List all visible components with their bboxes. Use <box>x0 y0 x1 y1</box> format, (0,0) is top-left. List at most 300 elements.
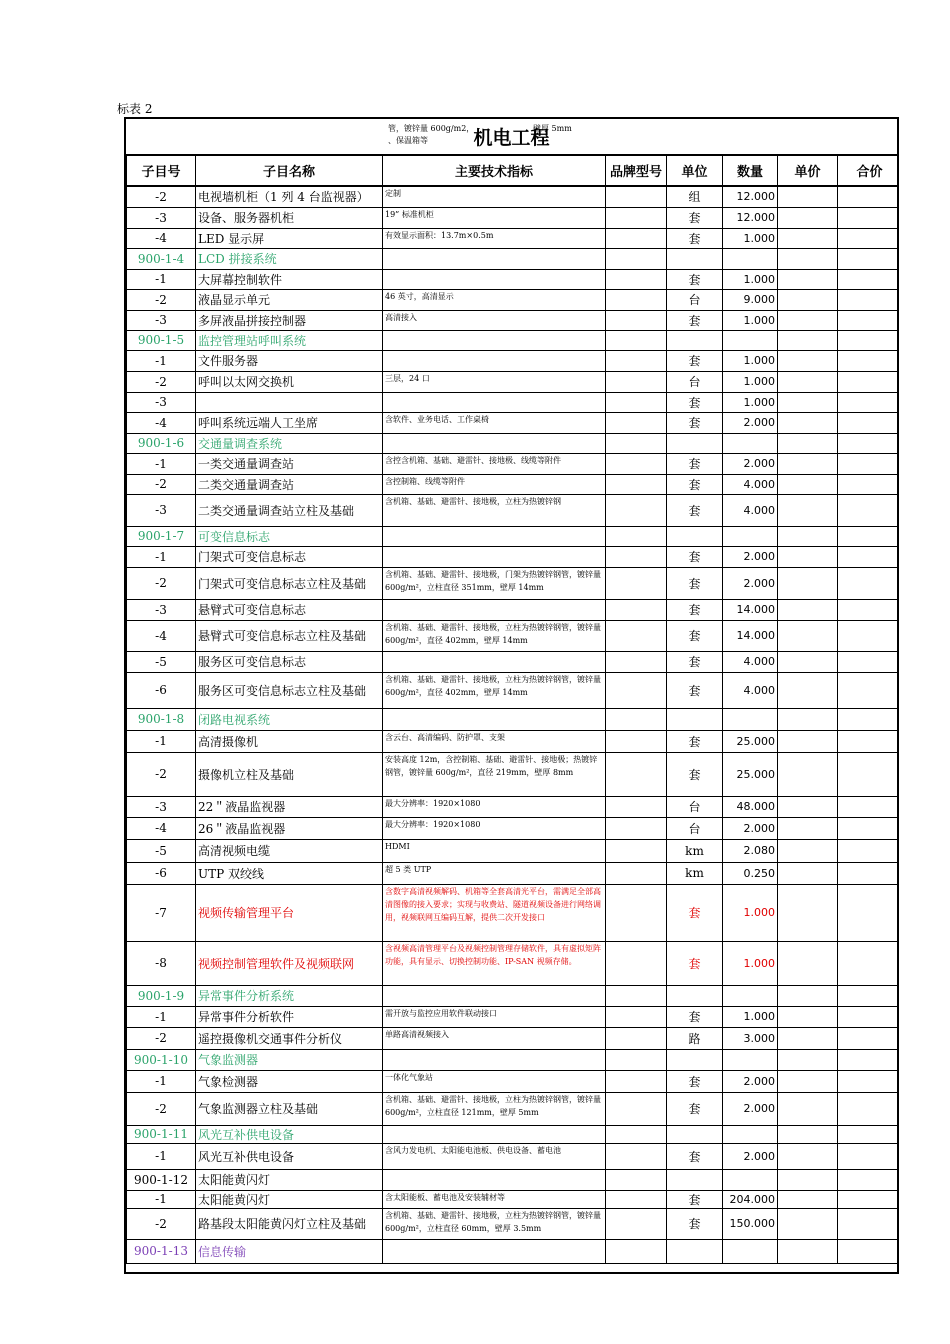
table-row <box>127 474 900 494</box>
cell-name: 路基段太阳能黄闪灯立柱及基础 <box>196 1208 383 1239</box>
cell-unit <box>667 330 723 350</box>
cell-price <box>778 186 838 207</box>
table-row <box>127 941 900 985</box>
cell-name: 太阳能黄闪灯 <box>196 1169 383 1190</box>
cell-total <box>838 1143 900 1169</box>
cell-qty: 0.250 <box>723 862 778 884</box>
cell-unit: 套 <box>667 1092 723 1125</box>
cell-unit: 套 <box>667 651 723 672</box>
cell-spec: 含机箱、基础、避雷针、接地极，立柱为热镀锌钢管，镀锌量 600g/m²，直径 402mm，壁厚 14mm <box>383 672 606 708</box>
bill-table <box>126 155 899 1264</box>
cell-code: -1 <box>127 1070 196 1092</box>
cell-qty: 2.080 <box>723 839 778 862</box>
cell-price <box>778 330 838 350</box>
cell-spec: 三层，24 口 <box>383 371 606 392</box>
table-row <box>127 371 900 392</box>
cell-total <box>838 1169 900 1190</box>
cell-price <box>778 526 838 546</box>
cell-total <box>838 796 900 817</box>
cell-total <box>838 269 900 289</box>
cell-brand <box>606 672 667 708</box>
cell-brand <box>606 371 667 392</box>
cell-code: -2 <box>127 474 196 494</box>
cell-code: -3 <box>127 599 196 620</box>
cell-price <box>778 1208 838 1239</box>
cell-price <box>778 708 838 730</box>
section-row <box>127 433 900 453</box>
cell-total <box>838 546 900 567</box>
cell-brand <box>606 207 667 228</box>
cell-total <box>838 620 900 651</box>
cell-code: -2 <box>127 567 196 599</box>
cell-qty: 25.000 <box>723 730 778 752</box>
table-row <box>127 796 900 817</box>
cell-qty: 2.000 <box>723 567 778 599</box>
cell-brand <box>606 546 667 567</box>
cell-qty: 1.000 <box>723 350 778 371</box>
cell-name: 遥控摄像机交通事件分析仪 <box>196 1027 383 1049</box>
cell-qty: 14.000 <box>723 620 778 651</box>
cell-code: 900-1-7 <box>127 526 196 546</box>
cell-qty: 9.000 <box>723 289 778 310</box>
cell-name: LCD 拼接系统 <box>196 248 383 269</box>
cell-spec: 含数字高清视频解码、机箱等全套高清光平台，需满足全部高清图像的接入要求；实现与收费站、隧道视频设备进行网络调用，视频联网互编码互解，提供二次开发接口 <box>383 884 606 941</box>
cell-spec: 单路高清视频接入 <box>383 1027 606 1049</box>
cell-brand <box>606 1208 667 1239</box>
cell-unit: km <box>667 839 723 862</box>
table-row <box>127 1070 900 1092</box>
cell-qty <box>723 1125 778 1143</box>
cell-qty <box>723 433 778 453</box>
cell-code: -5 <box>127 651 196 672</box>
cell-total <box>838 730 900 752</box>
cell-total <box>838 599 900 620</box>
cell-brand <box>606 1239 667 1263</box>
cell-qty <box>723 248 778 269</box>
cell-brand <box>606 599 667 620</box>
cell-spec: 含云台、高清编码、防护罩、支架 <box>383 730 606 752</box>
table-body <box>127 186 900 1263</box>
cell-brand <box>606 474 667 494</box>
table-row <box>127 392 900 412</box>
cell-total <box>838 839 900 862</box>
cell-spec: 一体化气象站 <box>383 1070 606 1092</box>
header-brand: 品牌型号 <box>606 156 667 187</box>
table-row <box>127 651 900 672</box>
cell-spec <box>383 1049 606 1070</box>
cell-spec: 定制 <box>383 186 606 207</box>
cell-spec: 含机箱、基础、避雷针、接地极，立柱为热镀锌钢 <box>383 494 606 526</box>
cell-total <box>838 371 900 392</box>
cell-unit <box>667 985 723 1006</box>
cell-brand <box>606 567 667 599</box>
cell-unit: 套 <box>667 599 723 620</box>
cell-qty: 48.000 <box>723 796 778 817</box>
cell-brand <box>606 620 667 651</box>
cell-unit: 套 <box>667 474 723 494</box>
cell-unit: 套 <box>667 1208 723 1239</box>
header-unit: 单位 <box>667 156 723 187</box>
table-row <box>127 839 900 862</box>
cell-name: 交通量调查系统 <box>196 433 383 453</box>
section-row <box>127 1169 900 1190</box>
cell-code: -1 <box>127 453 196 474</box>
cell-code: 900-1-11 <box>127 1125 196 1143</box>
cell-name: 异常事件分析系统 <box>196 985 383 1006</box>
cell-qty: 12.000 <box>723 186 778 207</box>
cell-unit: 组 <box>667 186 723 207</box>
cell-price <box>778 651 838 672</box>
cell-qty: 150.000 <box>723 1208 778 1239</box>
cell-brand <box>606 392 667 412</box>
cell-spec <box>383 433 606 453</box>
cell-unit: 套 <box>667 494 723 526</box>
cell-name: 风光互补供电设备 <box>196 1125 383 1143</box>
cell-spec <box>383 248 606 269</box>
cell-code: -7 <box>127 884 196 941</box>
cell-unit <box>667 1169 723 1190</box>
cell-spec: 含机箱、基础、避雷针、接地极，立柱为热镀锌钢管，镀锌量 600g/m²，直径 402mm，壁厚 14mm <box>383 620 606 651</box>
cell-code: -1 <box>127 350 196 371</box>
cell-code: 900-1-6 <box>127 433 196 453</box>
cell-name: 门架式可变信息标志 <box>196 546 383 567</box>
cell-unit: 套 <box>667 884 723 941</box>
cell-code: -6 <box>127 672 196 708</box>
cell-code: -2 <box>127 752 196 796</box>
cell-spec: 高清接入 <box>383 310 606 330</box>
cell-price <box>778 289 838 310</box>
table-row <box>127 862 900 884</box>
section-row <box>127 1125 900 1143</box>
cell-name: 多屏液晶拼接控制器 <box>196 310 383 330</box>
cell-brand <box>606 941 667 985</box>
cell-brand <box>606 839 667 862</box>
cell-price <box>778 796 838 817</box>
table-row <box>127 1092 900 1125</box>
cell-name: 高清视频电缆 <box>196 839 383 862</box>
cell-price <box>778 817 838 839</box>
cell-spec: 含控制箱、线缆等附件 <box>383 474 606 494</box>
cell-total <box>838 1027 900 1049</box>
cell-spec: 含风力发电机、太阳能电池板、供电设备、蓄电池 <box>383 1143 606 1169</box>
cell-brand <box>606 651 667 672</box>
cell-qty <box>723 330 778 350</box>
cell-spec <box>383 985 606 1006</box>
cell-qty <box>723 526 778 546</box>
cell-price <box>778 546 838 567</box>
cell-name: 气象监测器 <box>196 1049 383 1070</box>
cell-code: -1 <box>127 1006 196 1027</box>
cell-total <box>838 392 900 412</box>
cell-total <box>838 1092 900 1125</box>
cell-qty: 4.000 <box>723 474 778 494</box>
cell-spec: 需开放与监控应用软件联动接口 <box>383 1006 606 1027</box>
section-row <box>127 330 900 350</box>
cell-code: -2 <box>127 1208 196 1239</box>
cell-qty <box>723 1239 778 1263</box>
cell-spec: HDMI <box>383 839 606 862</box>
cell-spec: 含机箱、基础、避雷针、接地极，门架为热镀锌钢管，镀锌量 600g/m²，立柱直径 351mm，壁厚 14mm <box>383 567 606 599</box>
cell-code: -1 <box>127 1190 196 1208</box>
cell-brand <box>606 412 667 433</box>
cell-unit: 台 <box>667 289 723 310</box>
cell-price <box>778 474 838 494</box>
cell-unit <box>667 1125 723 1143</box>
sheet-label: 标表 2 <box>117 102 153 116</box>
cell-unit: 套 <box>667 350 723 371</box>
cell-spec <box>383 1169 606 1190</box>
table-row <box>127 567 900 599</box>
cell-qty <box>723 708 778 730</box>
cell-unit: 套 <box>667 567 723 599</box>
table-row <box>127 1006 900 1027</box>
cell-code: -1 <box>127 730 196 752</box>
cell-qty: 2.000 <box>723 1092 778 1125</box>
cell-spec <box>383 708 606 730</box>
cell-brand <box>606 884 667 941</box>
table-row <box>127 310 900 330</box>
cell-price <box>778 1006 838 1027</box>
cell-code: 900-1-4 <box>127 248 196 269</box>
cell-total <box>838 330 900 350</box>
cell-spec: 含机箱、基础、避雷针、接地极，立柱为热镀锌钢管，镀锌量 600g/m²，立柱直径 60mm，壁厚 3.5mm <box>383 1208 606 1239</box>
table-row <box>127 752 900 796</box>
cell-qty: 2.000 <box>723 817 778 839</box>
cell-spec: 19” 标准机柜 <box>383 207 606 228</box>
cell-brand <box>606 289 667 310</box>
cell-code: 900-1-10 <box>127 1049 196 1070</box>
cell-spec: 安装高度 12m，含控制箱、基础、避雷针、接地极；热镀锌钢管，镀锌量 600g/m²，直径 219mm，壁厚 8mm <box>383 752 606 796</box>
cell-code: -2 <box>127 1027 196 1049</box>
cell-name: 液晶显示单元 <box>196 289 383 310</box>
cell-brand <box>606 817 667 839</box>
cell-unit: 套 <box>667 752 723 796</box>
cell-spec: 含软件、业务电话、工作桌椅 <box>383 412 606 433</box>
title-band <box>126 119 897 155</box>
cell-price <box>778 1070 838 1092</box>
cell-code: -2 <box>127 371 196 392</box>
cell-name: 呼叫以太网交换机 <box>196 371 383 392</box>
cell-name: 悬臂式可变信息标志立柱及基础 <box>196 620 383 651</box>
cell-total <box>838 228 900 248</box>
cell-qty: 204.000 <box>723 1190 778 1208</box>
cell-spec: 46 英寸，高清显示 <box>383 289 606 310</box>
cell-price <box>778 1049 838 1070</box>
cell-brand <box>606 228 667 248</box>
cell-price <box>778 599 838 620</box>
cell-unit: 套 <box>667 1006 723 1027</box>
table-frame <box>124 117 899 1274</box>
cell-name: 二类交通量调查站 <box>196 474 383 494</box>
cell-qty: 2.000 <box>723 546 778 567</box>
header-name: 子目名称 <box>196 156 383 187</box>
cell-brand <box>606 1070 667 1092</box>
cell-unit: 套 <box>667 941 723 985</box>
cell-unit <box>667 1239 723 1263</box>
cell-brand <box>606 186 667 207</box>
cell-total <box>838 651 900 672</box>
cell-spec <box>383 546 606 567</box>
cell-code: -3 <box>127 207 196 228</box>
cell-qty: 1.000 <box>723 884 778 941</box>
cell-price <box>778 371 838 392</box>
cell-price <box>778 1169 838 1190</box>
cell-unit: 套 <box>667 730 723 752</box>
cell-unit: 套 <box>667 672 723 708</box>
cell-unit <box>667 708 723 730</box>
section-row <box>127 708 900 730</box>
cell-code: -1 <box>127 269 196 289</box>
header-spec: 主要技术指标 <box>383 156 606 187</box>
cell-brand <box>606 1092 667 1125</box>
cell-name: 设备、服务器机柜 <box>196 207 383 228</box>
cell-code: -8 <box>127 941 196 985</box>
cell-total <box>838 862 900 884</box>
cell-spec: 含视频高清管理平台及视频控制管理存储软件，具有虚拟矩阵功能，具有显示、切换控制功能、IP-SAN 视频存储。 <box>383 941 606 985</box>
cell-name: 26＂液晶监视器 <box>196 817 383 839</box>
cell-spec <box>383 1239 606 1263</box>
cell-spec <box>383 269 606 289</box>
cell-code: -3 <box>127 494 196 526</box>
cell-total <box>838 289 900 310</box>
cell-name: 22＂液晶监视器 <box>196 796 383 817</box>
cell-spec <box>383 392 606 412</box>
cell-brand <box>606 330 667 350</box>
table-row <box>127 1208 900 1239</box>
cell-name: 大屏幕控制软件 <box>196 269 383 289</box>
cell-price <box>778 1143 838 1169</box>
cell-unit: 套 <box>667 207 723 228</box>
cell-brand <box>606 269 667 289</box>
cell-total <box>838 526 900 546</box>
table-row <box>127 1027 900 1049</box>
table-row <box>127 453 900 474</box>
cell-brand <box>606 494 667 526</box>
cell-price <box>778 494 838 526</box>
cell-qty: 1.000 <box>723 941 778 985</box>
cell-total <box>838 433 900 453</box>
cell-price <box>778 269 838 289</box>
cell-brand <box>606 1125 667 1143</box>
cell-code: -5 <box>127 839 196 862</box>
cell-qty: 4.000 <box>723 651 778 672</box>
cell-unit <box>667 526 723 546</box>
cell-total <box>838 1049 900 1070</box>
cell-brand <box>606 350 667 371</box>
cell-name: 视频控制管理软件及视频联网 <box>196 941 383 985</box>
cell-spec: 含太阳能板、蓄电池及安装辅材等 <box>383 1190 606 1208</box>
cell-name: 风光互补供电设备 <box>196 1143 383 1169</box>
table-row <box>127 494 900 526</box>
cell-code: -4 <box>127 817 196 839</box>
section-row <box>127 985 900 1006</box>
cell-name: 视频传输管理平台 <box>196 884 383 941</box>
cell-unit: 套 <box>667 1143 723 1169</box>
page-title: 机电工程 <box>473 127 550 149</box>
overlap-line1-right: 壁厚 5mm <box>533 124 572 133</box>
cell-total <box>838 1190 900 1208</box>
cell-brand <box>606 862 667 884</box>
cell-name: 气象监测器立柱及基础 <box>196 1092 383 1125</box>
table-row <box>127 730 900 752</box>
cell-price <box>778 884 838 941</box>
cell-name: 监控管理站呼叫系统 <box>196 330 383 350</box>
section-row <box>127 1239 900 1263</box>
table-row <box>127 207 900 228</box>
cell-price <box>778 453 838 474</box>
cell-brand <box>606 310 667 330</box>
cell-qty: 25.000 <box>723 752 778 796</box>
cell-total <box>838 186 900 207</box>
cell-name: 悬臂式可变信息标志 <box>196 599 383 620</box>
cell-total <box>838 310 900 330</box>
cell-code: -3 <box>127 392 196 412</box>
cell-code: -3 <box>127 310 196 330</box>
cell-unit: 套 <box>667 392 723 412</box>
cell-unit: 套 <box>667 546 723 567</box>
cell-total <box>838 817 900 839</box>
cell-qty: 1.000 <box>723 310 778 330</box>
cell-brand <box>606 1143 667 1169</box>
cell-spec: 含机箱、基础、避雷针、接地极，立柱为热镀锌钢管，镀锌量 600g/m²，立柱直径 121mm，壁厚 5mm <box>383 1092 606 1125</box>
cell-price <box>778 433 838 453</box>
table-row <box>127 269 900 289</box>
cell-code: 900-1-5 <box>127 330 196 350</box>
cell-brand <box>606 796 667 817</box>
cell-name: 高清摄像机 <box>196 730 383 752</box>
cell-unit: 台 <box>667 796 723 817</box>
cell-unit: 套 <box>667 228 723 248</box>
cell-spec <box>383 651 606 672</box>
cell-brand <box>606 248 667 269</box>
cell-brand <box>606 985 667 1006</box>
table-row <box>127 1190 900 1208</box>
cell-spec: 最大分辨率：1920×1080 <box>383 796 606 817</box>
cell-total <box>838 350 900 371</box>
cell-qty: 2.000 <box>723 453 778 474</box>
cell-name: 呼叫系统远端人工坐席 <box>196 412 383 433</box>
cell-name <box>196 392 383 412</box>
cell-price <box>778 862 838 884</box>
cell-code: -6 <box>127 862 196 884</box>
table-row <box>127 599 900 620</box>
table-row <box>127 228 900 248</box>
cell-name: 一类交通量调查站 <box>196 453 383 474</box>
cell-name: UTP 双绞线 <box>196 862 383 884</box>
cell-qty: 1.000 <box>723 228 778 248</box>
cell-total <box>838 985 900 1006</box>
cell-price <box>778 248 838 269</box>
cell-unit: 套 <box>667 310 723 330</box>
cell-name: LED 显示屏 <box>196 228 383 248</box>
cell-brand <box>606 433 667 453</box>
cell-qty <box>723 1049 778 1070</box>
cell-code: -4 <box>127 412 196 433</box>
cell-price <box>778 730 838 752</box>
cell-price <box>778 310 838 330</box>
cell-code: -3 <box>127 796 196 817</box>
cell-unit: 台 <box>667 817 723 839</box>
cell-price <box>778 752 838 796</box>
cell-qty: 2.000 <box>723 412 778 433</box>
cell-code: -2 <box>127 289 196 310</box>
table-row <box>127 672 900 708</box>
cell-total <box>838 1006 900 1027</box>
cell-brand <box>606 1190 667 1208</box>
cell-spec <box>383 350 606 371</box>
cell-total <box>838 248 900 269</box>
cell-spec: 含控含机箱、基础、避雷针、接地极、线缆等附件 <box>383 453 606 474</box>
